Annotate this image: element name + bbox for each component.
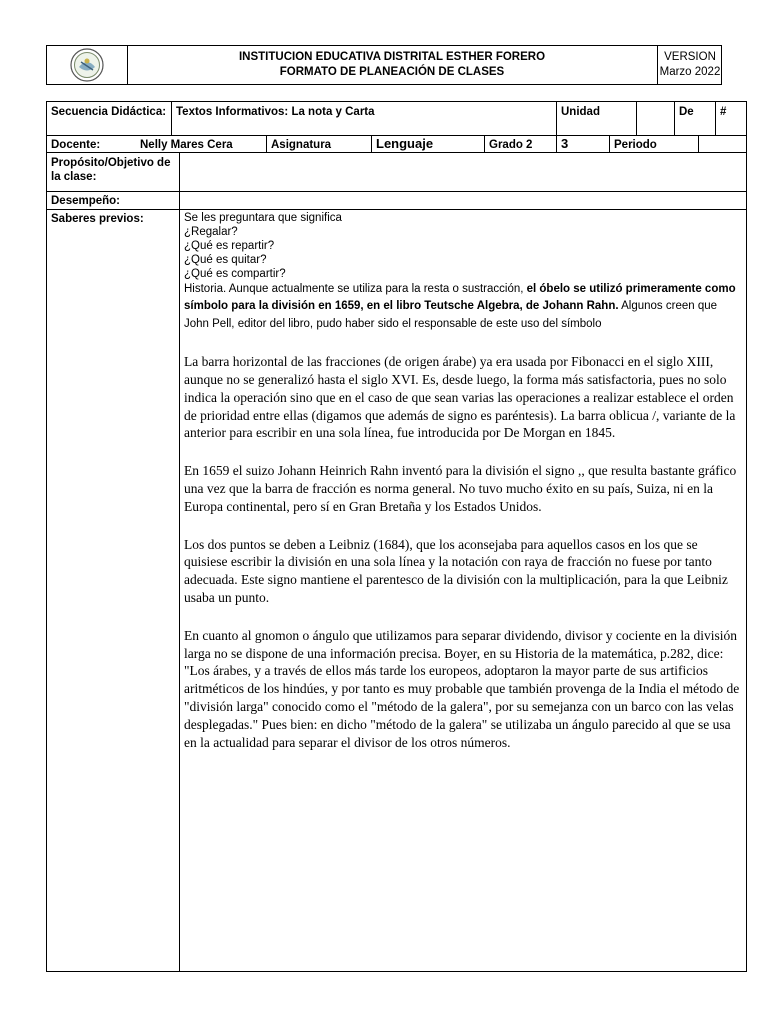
periodo-value	[698, 136, 746, 152]
saberes-label: Saberes previos:	[51, 213, 144, 225]
version-cell	[657, 46, 722, 84]
row-docente	[47, 136, 746, 153]
format-name: FORMATO DE PLANEACIÓN DE CLASES	[279, 66, 505, 78]
de-label: De	[674, 102, 715, 135]
historia-bold: el óbelo se utilizó primeramente como símbolo para la división en 1659, en el libro Teutsche Algebra, de Johann Rahn.	[184, 283, 736, 313]
question-line: ¿Qué es compartir?	[184, 268, 286, 280]
secuencia-label: Secuencia Didáctica:	[51, 106, 167, 118]
header-title-cell	[127, 46, 657, 84]
version-label: VERSION	[664, 51, 716, 63]
question-line: ¿Qué es quitar?	[184, 254, 267, 266]
periodo-label: Periodo	[609, 136, 698, 152]
question-line: ¿Regalar?	[184, 226, 238, 238]
proposito-label: Propósito/Objetivo de la clase:	[51, 157, 171, 183]
row-desempeno	[47, 192, 746, 210]
asignatura-value: Lenguaje	[371, 136, 484, 152]
grado-value: 3	[556, 136, 609, 152]
row-secuencia	[47, 102, 746, 136]
paragraph-rahn: En 1659 el suizo Johann Heinrich Rahn inventó para la división el signo ,, que resulta bastante gráfico una vez que la barra de fracción es norma general. No tuvo mucho éxito en su país, Suiza, ni en la Europa continental, pero sí en Gran Bretaña y los Estados Unidos.	[184, 463, 737, 514]
paragraph-gnomon: En cuanto al gnomon o ángulo que utilizamos para separar dividendo, divisor y cociente en la división larga no se dispone de una información precisa. Boyer, en su Historia de la matemática, p.282, dice: "Los árabes, y a través de ellos más tarde los europeos, adoptaron la mayor parte de sus artificios aritméticos de los hindúes, y por tanto es muy probable que también provenga de la India el método de "división larga" conocido como el "método de la galera", por su semejanza con un barco con las velas desplegadas." Pues bien: en dicho "método de la galera" se utilizaba un ángulo parecido al que se usa en la actualidad para separar el divisor de los otros números.	[184, 627, 740, 750]
saberes-content	[184, 211, 740, 751]
docente-value: Nelly Mares Cera	[140, 139, 233, 151]
unidad-label: Unidad	[556, 102, 636, 135]
historia-end: Algunos creen que John Pell, editor del libro, pudo haber sido el responsable de este uso del símbolo	[184, 300, 718, 330]
paragraph-fracciones: La barra horizontal de las fracciones (de origen árabe) ya era usada por Fibonacci en el siglo XIII, aunque no se generalizó hasta el siglo XVI. Es, desde luego, la forma más satisfactoria, pues no solo indica la operación sino que en el caso de que sean varias las operaciones a realizar establece el orden de prioridad entre ellas (digamos que además de signo es paréntesis). La barra oblicua /, variante de la anterior para escribir en una sola línea, fue introducida por De Morgan en 1845.	[184, 354, 736, 441]
institution-name: INSTITUCION EDUCATIVA DISTRITAL ESTHER FORERO	[238, 51, 546, 63]
desempeno-label: Desempeño:	[51, 195, 121, 207]
question-line: Se les preguntara que significa	[184, 212, 342, 224]
proposito-value	[179, 153, 746, 191]
grado-label: Grado 2	[484, 136, 556, 152]
asignatura-label: Asignatura	[266, 136, 371, 152]
desempeno-value	[179, 192, 746, 209]
document-header	[46, 45, 722, 85]
question-line: ¿Qué es repartir?	[184, 240, 275, 252]
docente-label: Docente:	[51, 139, 101, 151]
school-seal-icon	[67, 47, 107, 83]
logo-cell	[47, 46, 128, 84]
hash-label: #	[715, 102, 746, 135]
row-proposito	[47, 153, 746, 192]
historia-start: Historia. Aunque actualmente se utiliza para la resta o sustracción,	[184, 283, 527, 295]
secuencia-value: Textos Informativos: La nota y Carta	[171, 102, 556, 135]
unidad-value	[636, 102, 674, 135]
historia-paragraph	[184, 281, 740, 333]
paragraph-leibniz: Los dos puntos se deben a Leibniz (1684), que los aconsejaba para aquellos casos en los que se quisiese escribir la división en una sola línea y la notación con raya de fracción no fuese por tanto adecuada. Este signo mantiene el parentesco de la división con la multiplicación, para la que Leibniz usaba un punto.	[184, 536, 728, 605]
version-date: Marzo 2022	[659, 66, 721, 78]
